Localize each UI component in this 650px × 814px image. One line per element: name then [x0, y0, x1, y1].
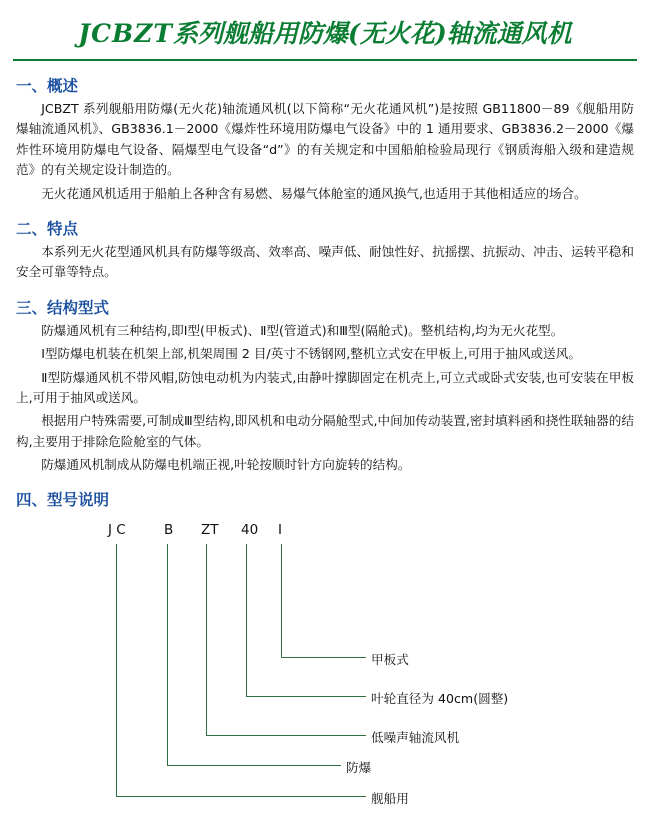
section-heading-features: 二、特点	[16, 219, 79, 238]
model-code-diagram	[16, 516, 634, 807]
model-token-type: Ⅰ	[278, 522, 282, 539]
model-label-low-noise-axial-fan: 低噪声轴流风机	[371, 730, 460, 746]
document-body	[0, 74, 650, 807]
leader-line-horizontal-diameter	[246, 696, 366, 697]
paragraph: 无火花通风机适用于船舶上各种含有易燃、易爆气体舱室的通风换气,也适用于其他相适应的场合。	[41, 185, 587, 201]
model-token-40: 40	[241, 522, 259, 539]
paragraph: 防爆通风机制成从防爆电机端正视,叶轮按顺时针方向旋转的结构。	[41, 457, 411, 473]
model-label-deck-type: 甲板式	[371, 652, 409, 668]
leader-line-vertical-diameter	[246, 544, 247, 696]
document-title-rest: 系列舰船用防爆(无火花)轴流通风机	[173, 19, 572, 48]
document-title-latin: JCBZT	[78, 19, 174, 48]
paragraph: 根据用户特殊需要,可制成Ⅲ型结构,即风机和电动分隔舱型式,中间加传动装置,密封填料函和挠性联轴器的结构,主要用于排除危险舱室的气体。	[16, 413, 634, 449]
model-token-zt: ZT	[201, 522, 219, 539]
model-token-b: B	[164, 522, 174, 539]
leader-line-horizontal-explosionproof	[167, 765, 341, 766]
leader-line-vertical-fantype	[206, 544, 207, 735]
model-label-explosion-proof: 防爆	[346, 760, 372, 776]
paragraph: Ⅱ型防爆通风机不带风帽,防蚀电动机为内装式,由静叶撑脚固定在机壳上,可立式或卧式安装,也可安装在甲板上,可用于抽风或送风。	[16, 369, 634, 405]
model-code-tokens	[16, 522, 634, 544]
paragraph: 本系列无火花型通风机具有防爆等级高、效率高、噪声低、耐蚀性好、抗摇摆、抗振动、冲击、运转平稳和安全可靠等特点。	[16, 243, 634, 280]
leader-line-horizontal-type	[281, 657, 366, 658]
paragraph: 防爆通风机有三种结构,即Ⅰ型(甲板式)、Ⅱ型(管道式)和Ⅲ型(隔舱式)。整机结构,均为无火花型。	[41, 322, 564, 338]
leader-line-horizontal-marine	[116, 796, 366, 797]
paragraph: Ⅰ型防爆电机装在机架上部,机架周围 2 目/英寸不锈钢网,整机立式安在甲板上,可用于抽风或送风。	[41, 346, 581, 362]
model-label-impeller-diameter: 叶轮直径为 40cm(圆整)	[371, 691, 509, 707]
document-title	[0, 0, 650, 50]
section-heading-model-designation: 四、型号说明	[16, 491, 110, 510]
model-token-jc: J C	[108, 522, 126, 539]
model-label-marine-use: 舰船用	[371, 791, 409, 807]
leader-line-horizontal-fantype	[206, 735, 366, 736]
title-divider	[13, 59, 637, 61]
section-heading-overview: 一、概述	[16, 77, 79, 95]
leader-line-vertical-type	[281, 544, 282, 657]
section-heading-structure: 三、结构型式	[16, 298, 110, 317]
leader-line-vertical-marine	[116, 544, 117, 796]
paragraph: JCBZT 系列舰船用防爆(无火花)轴流通风机(以下简称“无火花通风机”)是按照 GB11800－89《舰船用防爆轴流通风机》、GB3836.1－2000《爆炸性环境用防爆电气设备》中的 1 通用要求、GB3836.2－2000《爆炸性环境用防爆电气设备、隔爆型电气设备“d”》的有关规定和中国船舶检验局现行《钢质海船入级和建造规范》的有关规定设计制造的。	[16, 101, 634, 178]
leader-line-vertical-explosionproof	[167, 544, 168, 765]
